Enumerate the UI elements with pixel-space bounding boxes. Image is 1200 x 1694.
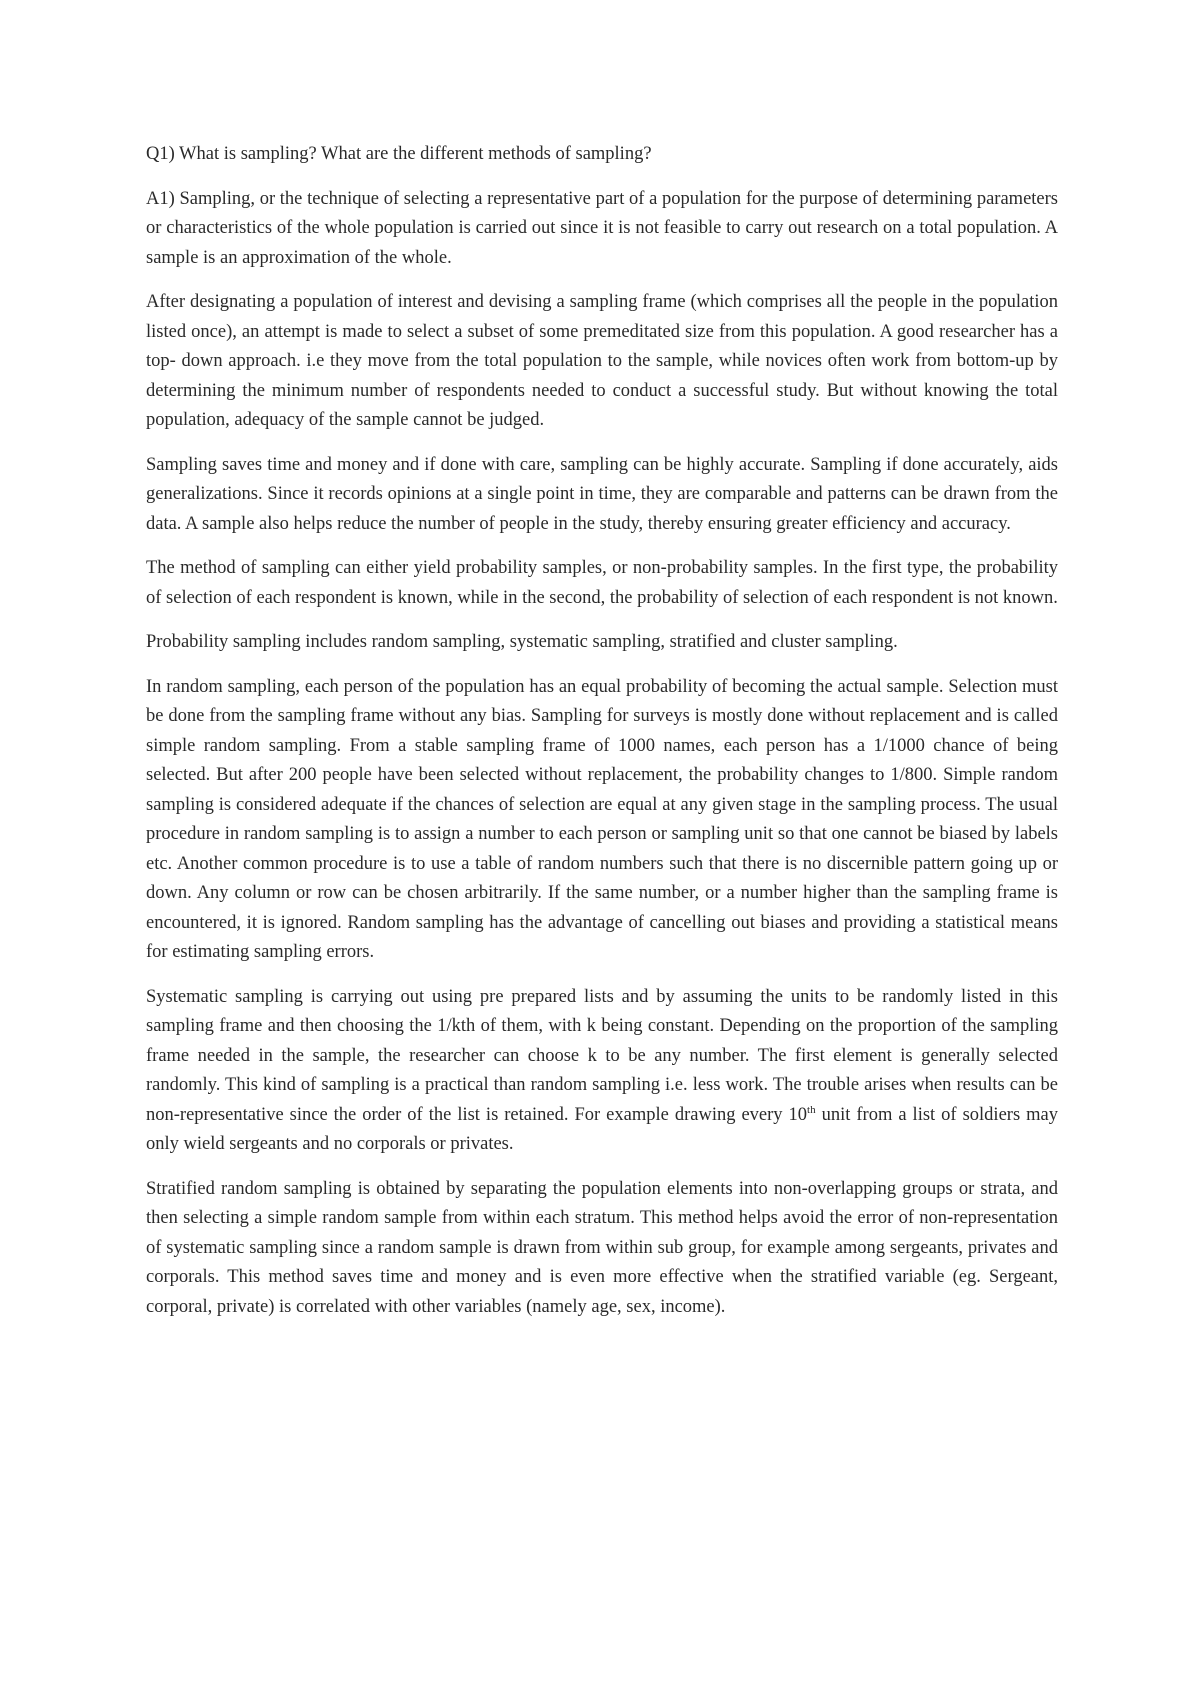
paragraph-probability-types: The method of sampling can either yield probability samples, or non-probability samples. In the first type, the probability of selection of each respondent is known, while in the second, the probability of selection of each respondent is not known. — [146, 558, 1058, 608]
paragraph-stratified-sampling: Stratified random sampling is obtained by separating the population elements into non-overlapping groups or strata, and then selecting a simple random sample from within each stratum. This method helps avoid the error of non-representation of systematic sampling since a random sample is drawn from within sub group, for example among sergeants, privates and corporals. This method saves time and money and is even more effective when the stratified variable (eg. Sergeant, corporal, private) is correlated with other variables (namely age, sex, income). — [146, 1178, 1058, 1317]
ordinal-superscript: th — [807, 1103, 816, 1116]
paragraph-sampling-frame: After designating a population of interest and devising a sampling frame (which comprises all the people in the population listed once), an attempt is made to select a subset of some premeditated size from this population. A good researcher has a top- down approach. i.e they move from the total population to the sample, while novices often work from bottom-up by determining the minimum number of respondents needed to conduct a successful study. But without knowing the total population, adequacy of the sample cannot be judged. — [146, 292, 1058, 430]
answer-paragraph-intro: A1) Sampling, or the technique of selecting a representative part of a population for the purpose of determining parameters or characteristics of the whole population is carried out since it is not feasible to carry out research on a total population. A sample is an approximation of the whole. — [146, 188, 1058, 268]
systematic-text-end: unit from a list of soldiers may only wield sergeants and no corporals or privates. — [146, 1104, 1058, 1154]
question-heading: Q1) What is sampling? What are the different methods of sampling? — [146, 144, 652, 164]
paragraph-probability-methods: Probability sampling includes random sampling, systematic sampling, stratified and cluster sampling. — [146, 632, 898, 652]
document-body — [146, 140, 1058, 1337]
paragraph-random-sampling: In random sampling, each person of the population has an equal probability of becoming the actual sample. Selection must be done from the sampling frame without any bias. Sampling for surveys is mostly done without replacement and is called simple random sampling. From a stable sampling frame of 1000 names, each person has a 1/1000 chance of being selected. But after 200 people have been selected without replacement, the probability changes to 1/800. Simple random sampling is considered adequate if the chances of selection are equal at any given stage in the sampling process. The usual procedure in random sampling is to assign a number to each person or sampling unit so that one cannot be biased by labels etc. Another common procedure is to use a table of random numbers such that there is no discernible pattern going up or down. Any column or row can be chosen arbitrarily. If the same number, or a number higher than the sampling frame is encountered, it is ignored. Random sampling has the advantage of cancelling out biases and providing a statistical means for estimating sampling errors. — [146, 676, 1058, 962]
systematic-text-start: Systematic sampling is carrying out using pre prepared lists and by assuming the units to be randomly listed in this sampling frame and then choosing the 1/kth of them, with k being constant. Depending on the proportion of the sampling frame needed in the sample, the researcher can choose k to be any number. The first element is generally selected randomly. This kind of sampling is a practical than random sampling i.e. less work. The trouble arises when results can be non-representative since the order of the list is retained. For example drawing every 10 — [146, 986, 1058, 1125]
paragraph-sampling-benefits: Sampling saves time and money and if done with care, sampling can be highly accurate. Sampling if done accurately, aids generalizations. Since it records opinions at a single point in time, they are comparable and patterns can be drawn from the data. A sample also helps reduce the number of people in the study, thereby ensuring greater efficiency and accuracy. — [146, 454, 1058, 534]
paragraph-systematic-sampling — [146, 983, 1058, 1160]
